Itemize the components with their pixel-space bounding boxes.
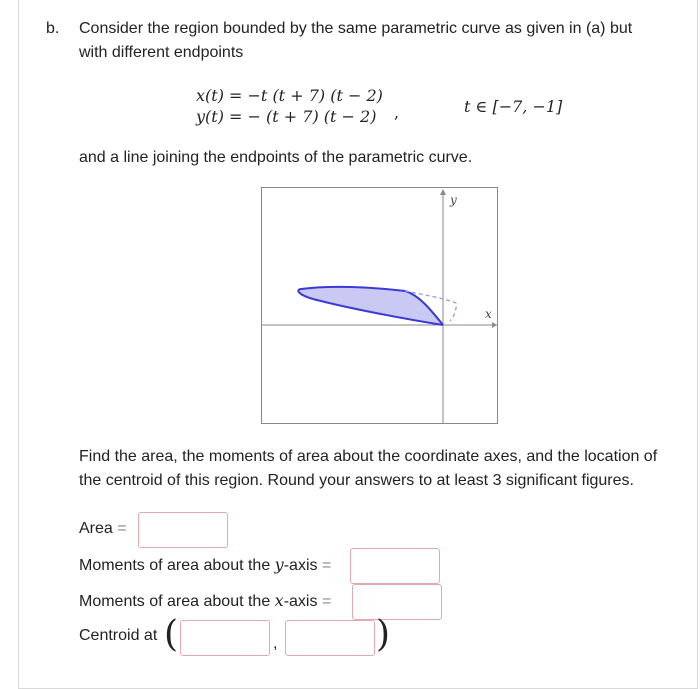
area-label-text: Area: [79, 520, 113, 537]
moment-y-label: [79, 553, 331, 578]
moment-x-input[interactable]: [352, 584, 442, 620]
x-axis-label: x: [485, 307, 492, 321]
equation-y: y(t) = − (t + 7) (t − 2): [196, 107, 377, 126]
part-label: b.: [46, 20, 60, 37]
centroid-open-paren: (: [164, 614, 179, 655]
centroid-comma: ,: [273, 635, 278, 652]
area-label: [79, 517, 127, 541]
moment-y-suffix: -axis: [283, 557, 318, 574]
moment-x-prefix: Moments of area about the: [79, 593, 275, 610]
centroid-y-input[interactable]: [285, 620, 375, 656]
intro-line-2: with different endpoints: [79, 44, 244, 61]
moment-y-equals: =: [321, 557, 332, 574]
region-graph: [261, 187, 499, 425]
moment-y-input[interactable]: [350, 548, 440, 584]
centroid-x-input[interactable]: [180, 620, 270, 656]
area-input[interactable]: [138, 512, 228, 548]
line-description: and a line joining the endpoints of the parametric curve.: [79, 149, 473, 166]
equation-x: x(t) = −t (t + 7) (t − 2): [196, 86, 383, 105]
moment-x-suffix: -axis: [283, 593, 318, 610]
instruction-line-1: Find the area, the moments of area about the coordinate axes, and the location of: [79, 448, 658, 465]
centroid-close-paren: ): [376, 614, 391, 655]
y-axis-label: y: [450, 193, 457, 207]
moment-x-equals: =: [321, 593, 332, 610]
moment-x-label: [79, 589, 331, 614]
intro-line-1: Consider the region bounded by the same parametric curve as given in (a) but: [79, 20, 633, 37]
moment-x-var: x: [274, 591, 284, 610]
centroid-label: Centroid at: [79, 627, 158, 644]
area-equals: =: [117, 520, 127, 537]
moment-y-prefix: Moments of area about the: [79, 557, 275, 574]
parameter-range: t ∈ [−7, −1]: [464, 97, 563, 116]
moment-y-var: y: [274, 555, 284, 574]
equation-comma: ,: [394, 103, 400, 122]
instruction-line-2: the centroid of this region. Round your answers to at least 3 significant figures.: [79, 472, 634, 489]
